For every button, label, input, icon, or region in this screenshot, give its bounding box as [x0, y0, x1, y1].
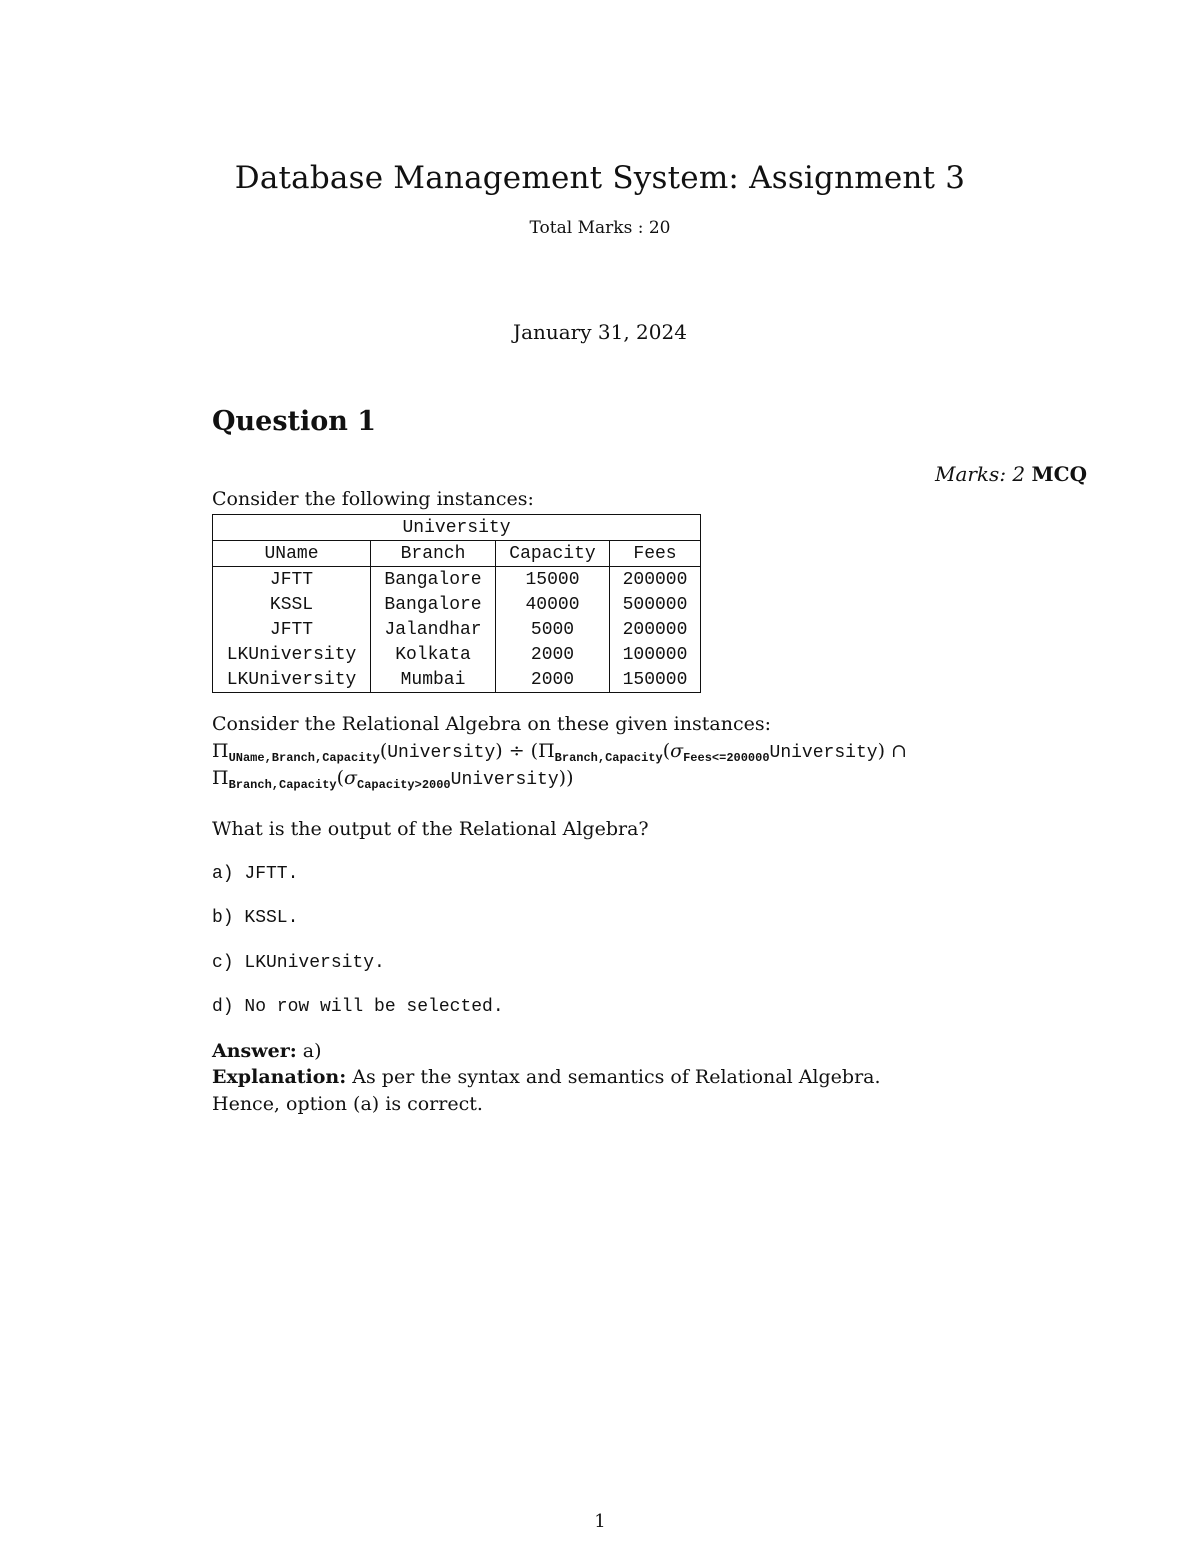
answer-label: Answer: [212, 1040, 297, 1062]
question-prompt: What is the output of the Relational Algebra? [212, 818, 649, 840]
ra-intro: Consider the Relational Algebra on these given instances: [212, 713, 771, 735]
relation-name: University [387, 743, 496, 763]
table-caption-row [213, 515, 701, 541]
pi-symbol: Π [212, 740, 229, 762]
table-row [213, 567, 701, 593]
table-cell: KSSL [213, 592, 371, 617]
relation-name: University [450, 770, 559, 790]
column-header: UName [213, 541, 371, 567]
table-caption: University [213, 515, 701, 541]
question-marks [935, 462, 1087, 486]
table-row [213, 617, 701, 642]
table-cell: 5000 [496, 617, 610, 642]
table-row [213, 592, 701, 617]
answer-line [212, 1040, 322, 1062]
document-title: Database Management System: Assignment 3 [234, 160, 966, 196]
table-cell: LKUniversity [213, 642, 371, 667]
table-cell: Kolkata [371, 642, 496, 667]
pi-symbol: Π [212, 767, 229, 789]
answer-value: a) [302, 1040, 322, 1062]
projection-attrs: Branch,Capacity [554, 751, 663, 765]
table-cell: 200000 [610, 617, 701, 642]
column-header: Capacity [496, 541, 610, 567]
question-intro: Consider the following instances: [212, 488, 534, 510]
ra-expression-line-1: $\Pi_{UName,Branch,Capacity}(University)$ ÷ ($\Pi_{Branch,Capacity}(\sigma_{Fees<=200000}University)$ ∩ [212, 740, 907, 765]
selection-condition: Capacity>2000 [357, 778, 451, 792]
table-cell: JFTT [213, 617, 371, 642]
selection-condition: Fees<=200000 [683, 751, 770, 765]
explanation-label: Explanation: [212, 1066, 347, 1088]
marks-label: Marks: [934, 462, 1007, 486]
table-cell: Jalandhar [371, 617, 496, 642]
table-cell: JFTT [213, 567, 371, 593]
table-row [213, 642, 701, 667]
table-cell: Mumbai [371, 667, 496, 693]
marks-value: 2 [1012, 462, 1026, 486]
option-a: a) JFTT. [212, 864, 299, 884]
question-heading: Question 1 [212, 406, 377, 437]
table-row [213, 667, 701, 693]
pi-symbol: Π [538, 740, 555, 762]
page-number: 1 [594, 1511, 606, 1532]
explanation-text: As per the syntax and semantics of Relational Algebra. [352, 1066, 881, 1088]
option-c: c) LKUniversity. [212, 953, 385, 973]
column-header: Branch [371, 541, 496, 567]
table-cell: 40000 [496, 592, 610, 617]
option-d: d) No row will be selected. [212, 997, 504, 1017]
relation-name: University [769, 743, 878, 763]
sigma-symbol: σ [670, 740, 684, 762]
marks-type: MCQ [1031, 462, 1087, 486]
projection-attrs: UName,Branch,Capacity [228, 751, 380, 765]
total-marks: Total Marks : 20 [529, 218, 671, 238]
column-header: Fees [610, 541, 701, 567]
conclusion-line: Hence, option (a) is correct. [212, 1093, 483, 1115]
table-cell: 2000 [496, 667, 610, 693]
table-cell: 150000 [610, 667, 701, 693]
explanation-line [212, 1066, 881, 1088]
table-cell: 500000 [610, 592, 701, 617]
table-header-row [213, 541, 701, 567]
table-cell: Bangalore [371, 567, 496, 593]
table-cell: 100000 [610, 642, 701, 667]
table-cell: 15000 [496, 567, 610, 593]
table-cell: 200000 [610, 567, 701, 593]
sigma-symbol: σ [344, 767, 358, 789]
intersection-symbol: ∩ [891, 740, 907, 762]
table-cell: LKUniversity [213, 667, 371, 693]
university-table [212, 514, 701, 693]
division-symbol: ÷ [508, 740, 525, 762]
ra-expression-line-2: $\Pi_{Branch,Capacity}(\sigma_{Capacity>2000}University)$) [212, 767, 574, 792]
document-date: January 31, 2024 [513, 320, 687, 344]
table-cell: Bangalore [371, 592, 496, 617]
projection-attrs: Branch,Capacity [228, 778, 337, 792]
option-b: b) KSSL. [212, 908, 299, 928]
table-cell: 2000 [496, 642, 610, 667]
